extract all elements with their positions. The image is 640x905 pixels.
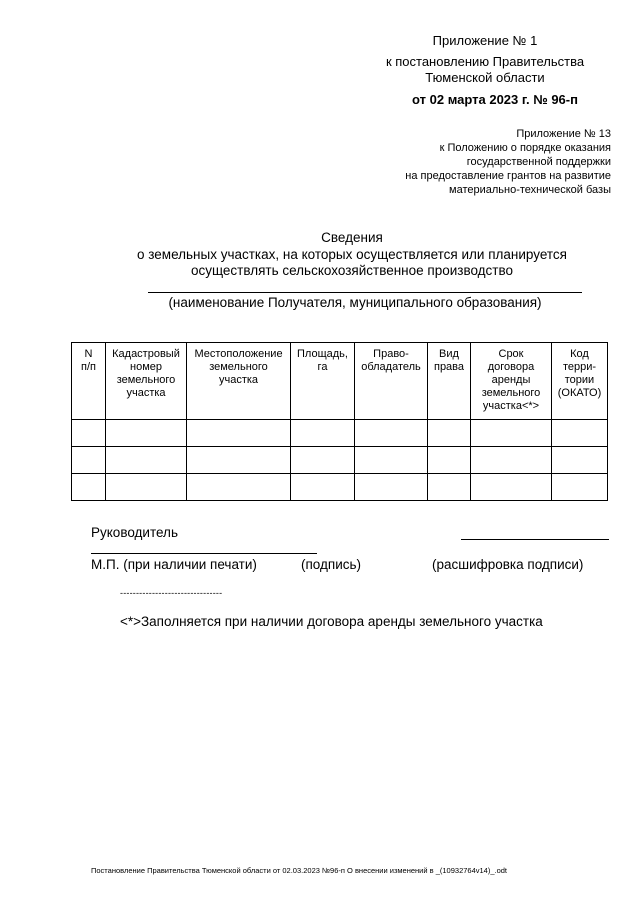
table-cell [187,447,291,474]
recipient-name-line [148,292,582,293]
table-cell [106,420,187,447]
col-header-area [291,343,355,420]
table-row [72,447,608,474]
document-subtitle-line1: о земельных участках, на которых осуществляется или планируется [136,247,567,262]
table-cell [291,420,355,447]
table-cell [355,474,428,501]
document-subtitle-line2: осуществлять сельскохозяйственное производство [190,263,514,278]
col-header-text: Кадастровый номер земельного участка [112,348,180,399]
table-cell [552,447,608,474]
table-row [72,474,608,501]
table-cell [355,447,428,474]
col-header-text: Право- обладатель [361,348,421,373]
appendix1-date: от 02 марта 2023 г. № 96-п [412,92,578,107]
table-cell [72,447,106,474]
col-header-number [72,343,106,420]
col-header-okato [552,343,608,420]
table-cell [471,447,552,474]
col-header-right-type [428,343,471,420]
head-signature-line [461,539,609,540]
col-header-text: Код терри- тории (ОКАТО) [557,348,602,399]
table-cell [72,420,106,447]
table-cell [428,420,471,447]
appendix1-decree: к постановлению Правительства [385,54,585,69]
seal-label: М.П. (при наличии печати) [91,557,257,572]
footer-filename: Постановление Правительства Тюменской области от 02.03.2023 №96-п О внесении изменений в _(10932764v14)_.odt [91,866,508,875]
table-cell [106,474,187,501]
col-header-text: N п/п [81,348,96,373]
decode-label: (расшифровка подписи) [432,557,584,572]
table-header-row [72,343,608,420]
table-cell [471,474,552,501]
table-cell [187,474,291,501]
recipient-caption: (наименование Получателя, муниципального образования) [168,295,542,310]
col-header-text: Площадь, га [297,348,348,373]
table-row [72,420,608,447]
table-cell [552,420,608,447]
appendix13-number: Приложение № 13 [516,128,611,140]
col-header-lease-term [471,343,552,420]
table-cell [428,474,471,501]
appendix13-support: государственной поддержки [466,156,611,168]
table-cell [291,474,355,501]
sign-label: (подпись) [301,557,362,572]
table-cell [428,447,471,474]
table-cell [291,447,355,474]
appendix13-grants: на предоставление грантов на развитие [405,170,611,182]
land-plots-table [71,342,608,501]
footnote-text: <*>Заполняется при наличии договора аренды земельного участка [120,614,543,629]
seal-line [91,553,317,554]
appendix1-number: Приложение № 1 [432,33,538,48]
footnote-separator: -------------------------------- [120,588,223,598]
col-header-owner [355,343,428,420]
appendix1-region: Тюменской области [425,70,545,85]
col-header-location [187,343,291,420]
table-cell [187,420,291,447]
table-cell [552,474,608,501]
document-title: Сведения [321,230,383,245]
appendix13-base: материально-технической базы [449,184,611,196]
table-cell [355,420,428,447]
col-header-text: Срок договора аренды земельного участка<*> [481,348,541,412]
col-header-text: Местоположение земельного участка [194,348,283,386]
appendix13-regulation: к Положению о порядке оказания [439,142,611,154]
table-body [72,420,608,501]
table-cell [106,447,187,474]
table-cell [471,420,552,447]
col-header-text: Вид права [433,348,465,373]
table-cell [72,474,106,501]
col-header-cadastral [106,343,187,420]
head-label: Руководитель [91,525,178,540]
